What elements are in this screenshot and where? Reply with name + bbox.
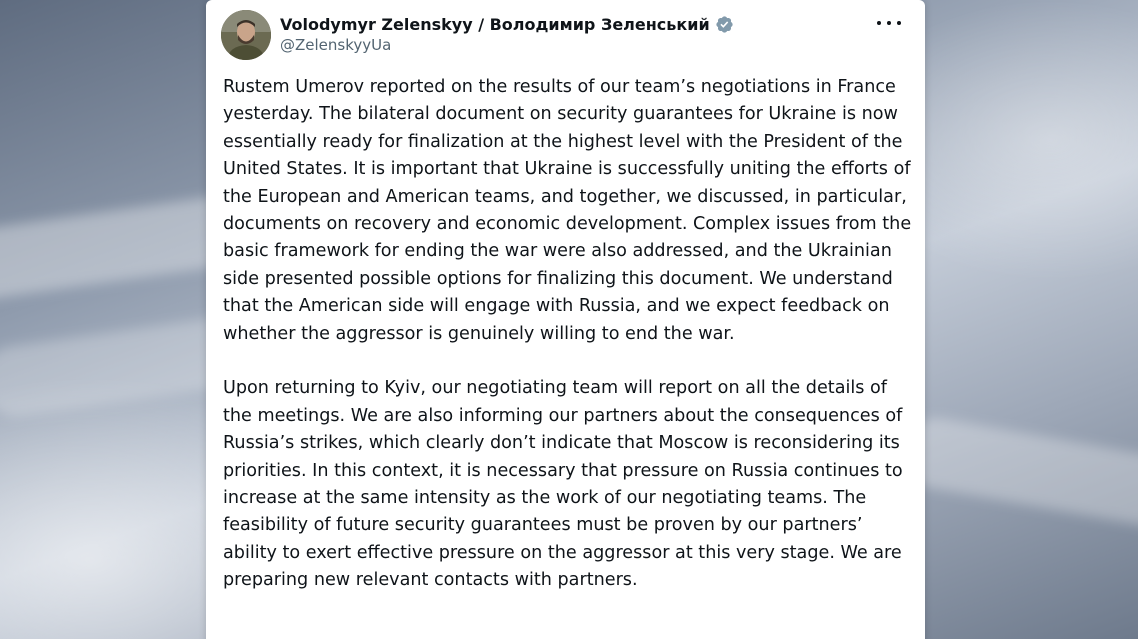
post-paragraph: Rustem Umerov reported on the results of our team’s negotiations in France yesterday. The bilateral document on security guarantees for Ukraine is now essentially ready for finalization at the highest level with the President of the United States. It is important that Ukraine is successfully uniting the efforts of the European and American teams, and together, we discussed, in particular, documents on recovery and economic development. Complex issues from the basic framework for ending the war were also addressed, and the Ukrainian side presented possible options for finalizing this document. We understand that the American side will engage with Russia, and we expect feedback on whether the aggressor is genuinely willing to end the war. — [223, 77, 912, 344]
author-avatar[interactable] — [221, 10, 271, 60]
post-card — [206, 0, 925, 639]
dot-icon — [897, 21, 901, 25]
avatar-image — [221, 10, 271, 60]
dot-icon — [887, 21, 891, 25]
author-name-row — [280, 12, 734, 36]
author-display-name[interactable]: Volodymyr Zelenskyy / Володимир Зеленський — [280, 14, 710, 34]
more-options-icon[interactable] — [877, 15, 901, 31]
verified-badge-icon — [715, 15, 734, 34]
author-handle[interactable]: @ZelenskyyUa — [280, 36, 392, 54]
post-paragraph: Upon returning to Kyiv, our negotiating team will report on all the details of the meetings. We are also informing our partners about the consequences of Russia’s strikes, which clearly don’t indicate that Moscow is reconsidering its priorities. In this context, it is necessary that pressure on Russia continues to increase at the same intensity as the work of our negotiating teams. The feasibility of future security guarantees must be proven by our partners’ ability to exert effective pressure on the aggressor at this very stage. We are preparing new relevant contacts with partners. — [223, 378, 903, 591]
background-highlight — [896, 413, 1138, 538]
post-text — [223, 74, 913, 595]
author-info — [280, 12, 734, 54]
dot-icon — [877, 21, 881, 25]
